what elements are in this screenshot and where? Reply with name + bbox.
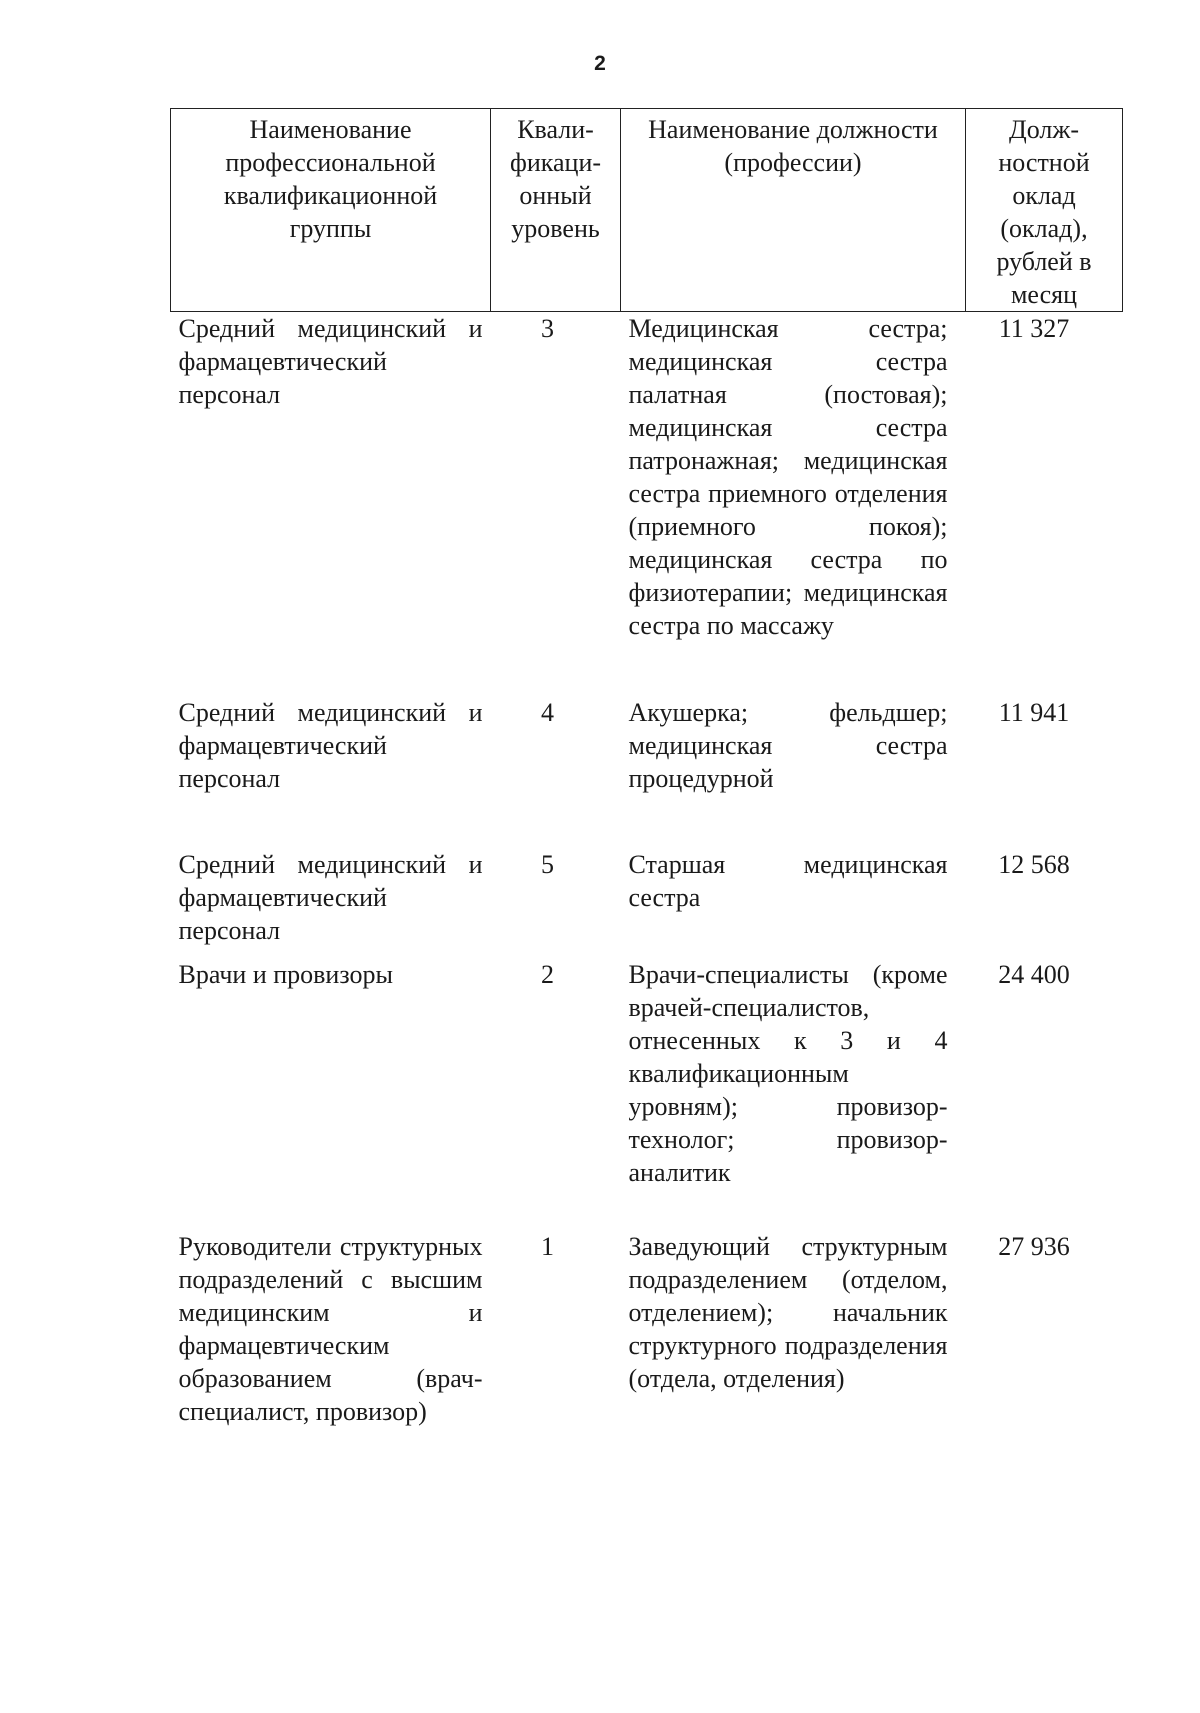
cell-qualification-level: 1	[541, 1231, 554, 1261]
cell-position-name: Старшая медицинская сестра	[628, 849, 948, 912]
header-text: Наименование	[249, 115, 412, 144]
cell-salary: 24 400	[998, 959, 1070, 989]
cell-professional-group: Средний медицинский и фармацевтический персонал	[178, 849, 483, 945]
header-text: Квали-	[517, 115, 594, 144]
salary-table	[170, 108, 1123, 1428]
table-row	[171, 312, 1123, 696]
table-row	[171, 848, 1123, 958]
cell-professional-group: Руководители структурных подразделений с высшим медицинским и фармацевтическим образованием (врач-специалист, провизор)	[178, 1231, 483, 1426]
header-text: рублей в	[996, 247, 1092, 276]
header-text: (оклад),	[1000, 214, 1088, 243]
header-salary	[966, 109, 1123, 312]
header-position-name	[621, 109, 966, 312]
cell-qualification-level: 4	[541, 697, 554, 727]
cell-qualification-level: 5	[541, 849, 554, 879]
header-text: оклад	[1012, 181, 1076, 210]
cell-qualification-level: 2	[541, 959, 554, 989]
page-number: 2	[594, 52, 606, 75]
table-row	[171, 958, 1123, 1230]
cell-qualification-level: 3	[541, 314, 554, 343]
header-text: уровень	[511, 214, 600, 243]
cell-professional-group: Врачи и провизоры	[178, 959, 393, 989]
header-text: Наименование должности	[648, 115, 938, 144]
header-professional-group	[171, 109, 491, 312]
header-text: профессиональной	[225, 148, 436, 177]
cell-position-name: Медицинская сестра; медицинская сестра палатная (постовая); медицинская сестра патронажная; медицинская сестра приемного отделения (приемного покоя); медицинская сестра по физиотерапии; медицинская сестра по массажу	[628, 314, 948, 640]
table-row	[171, 696, 1123, 848]
header-text: фикаци-	[509, 148, 602, 177]
cell-salary: 27 936	[998, 1231, 1070, 1261]
header-qualification-level	[491, 109, 621, 312]
table-row	[171, 1230, 1123, 1428]
table-header-row	[171, 109, 1123, 312]
cell-professional-group: Средний медицинский и фармацевтический персонал	[178, 314, 483, 409]
cell-salary: 12 568	[998, 849, 1070, 879]
cell-position-name: Акушерка; фельдшер; медицинская сестра процедурной	[628, 697, 948, 793]
header-text: (профессии)	[724, 148, 862, 177]
header-text: Долж-	[1009, 115, 1079, 144]
cell-professional-group: Средний медицинский и фармацевтический персонал	[178, 697, 483, 793]
header-text: ностной	[998, 148, 1090, 177]
cell-salary: 11 941	[998, 697, 1070, 727]
header-text: онный	[519, 181, 592, 210]
cell-salary: 11 327	[998, 314, 1070, 343]
cell-position-name: Заведующий структурным подразделением (отделом, отделением); начальник структурного подразделения (отдела, отделения)	[628, 1231, 948, 1393]
header-text: месяц	[1010, 280, 1078, 309]
cell-position-name: Врачи-специалисты (кроме врачей-специалистов, отнесенных к 3 и 4 квалификационным уровням); провизор-технолог; провизор-аналитик	[628, 959, 948, 1187]
header-text: квалификационной	[223, 181, 438, 210]
header-text: группы	[289, 214, 372, 243]
